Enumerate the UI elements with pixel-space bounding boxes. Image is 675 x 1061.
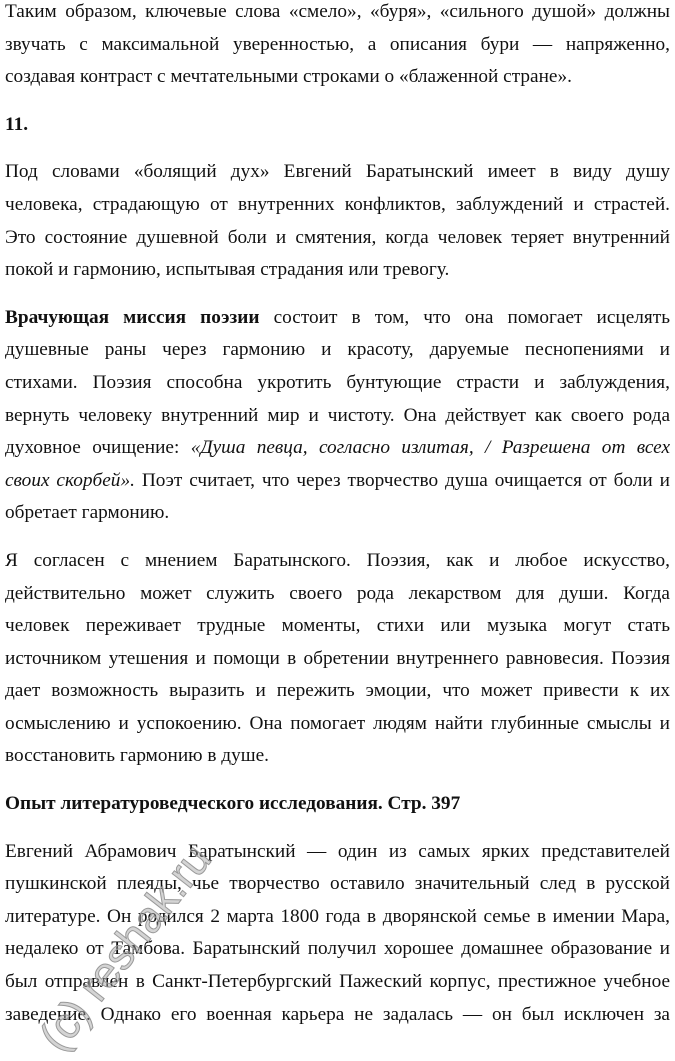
text-segment: вернуть человеку внутренний мир и чистоту. Она действует как своего рода [5, 404, 670, 426]
text-segment: человек переживает трудные моменты, стихи или музыка могут стать [5, 615, 670, 637]
watermark: (c) reshak.ru [30, 835, 221, 1061]
text-line [5, 367, 670, 400]
text-line [5, 497, 670, 530]
bold-text: 11. [5, 113, 29, 135]
text-segment: литературе. Он родился 2 марта 1800 года в дворянской семье в имении Мара, [5, 905, 670, 927]
text-line [5, 29, 670, 62]
text-line [5, 432, 670, 465]
bold-text: Врачующая миссия поэзии [5, 306, 260, 328]
text-segment: состоит в том, что она помогает исцелять [259, 306, 671, 328]
text-segment: стихами. Поэзия способна укротить бунтующие страсти и заблуждения, [5, 371, 670, 393]
text-segment: человека, страдающую от внутренних конфликтов, заблуждений и страстей. [5, 193, 670, 215]
document-body [5, 0, 670, 1046]
text-segment: Таким образом, ключевые слова «смело», «буря», «сильного душой» должны [5, 1, 670, 22]
text-segment: недалеко от Тамбова. Баратынский получил хорошее домашнее образование и [5, 938, 670, 960]
paragraph [5, 156, 670, 286]
text-segment: осмыслению и успокоению. Она помогает людям найти глубинные смыслы и [5, 712, 670, 734]
text-line [5, 545, 670, 578]
text-line [5, 254, 670, 287]
text-line [5, 868, 670, 901]
text-line [5, 222, 670, 255]
text-line [5, 189, 670, 222]
text-segment: Под словами «болящий дух» Евгений Баратынский имеет в виду душу [5, 161, 670, 183]
text-segment: источником утешения и помощи в обретении внутреннего равновесия. Поэзия [5, 647, 670, 669]
text-line [5, 61, 670, 94]
italic-quote: «Душа певца, согласно излитая, / Разрешена от всех [190, 437, 671, 459]
text-segment: обретает гармонию. [5, 502, 170, 524]
bold-text: Опыт литературоведческого исследования. Стр. 397 [5, 793, 461, 815]
text-line [5, 708, 670, 741]
text-line [5, 302, 670, 335]
text-segment: Это состояние душевной боли и смятения, когда человек теряет внутренний [5, 226, 670, 248]
paragraph [5, 545, 670, 773]
paragraph [5, 788, 670, 821]
text-line [5, 836, 670, 869]
text-segment: звучать с максимальной уверенностью, а описания бури — напряженно, [5, 33, 670, 55]
text-segment: Я согласен с мнением Баратынского. Поэзия, как и любое искусство, [5, 549, 670, 571]
text-segment: восстановить гармонию в душе. [5, 745, 269, 767]
text-segment: покой и гармонию, испытывая страдания или тревогу. [5, 259, 450, 281]
text-segment: был отправлен в Санкт-Петербургский Пажеский корпус, престижное учебное [5, 971, 670, 993]
paragraph [5, 302, 670, 530]
text-segment: Евгений Абрамович Баратынский — один из самых ярких представителей [5, 840, 670, 862]
text-line [5, 675, 670, 708]
text-line [5, 465, 670, 498]
text-line [5, 0, 670, 29]
text-segment: Поэт считает, что через творчество душа очищается от боли и [134, 469, 670, 491]
text-line [5, 643, 670, 676]
text-line [5, 400, 670, 433]
text-segment: духовное очищение: [5, 437, 191, 459]
text-line [5, 610, 670, 643]
paragraph [5, 109, 670, 142]
text-line [5, 788, 670, 821]
text-line [5, 109, 670, 142]
text-line [5, 578, 670, 611]
text-segment: душевные раны через гармонию и красоту, даруемые песнопениями и [5, 339, 670, 361]
text-segment: действительно может служить своего рода лекарством для души. Когда [5, 582, 670, 604]
text-segment: создавая контраст с мечтательными строками о «блаженной стране». [5, 66, 572, 88]
text-segment: дает возможность выразить и пережить эмоции, что может привести к их [5, 680, 670, 702]
text-segment: заведение. Однако его военная карьера не задалась — он был исключен за [5, 1003, 670, 1025]
italic-quote: своих скорбей». [5, 469, 135, 491]
text-line [5, 156, 670, 189]
text-line [5, 740, 670, 773]
text-segment: пушкинской плеяды, чье творчество оставило значительный след в русской [5, 873, 670, 895]
text-line [5, 901, 670, 934]
paragraph [5, 0, 670, 94]
text-line [5, 334, 670, 367]
